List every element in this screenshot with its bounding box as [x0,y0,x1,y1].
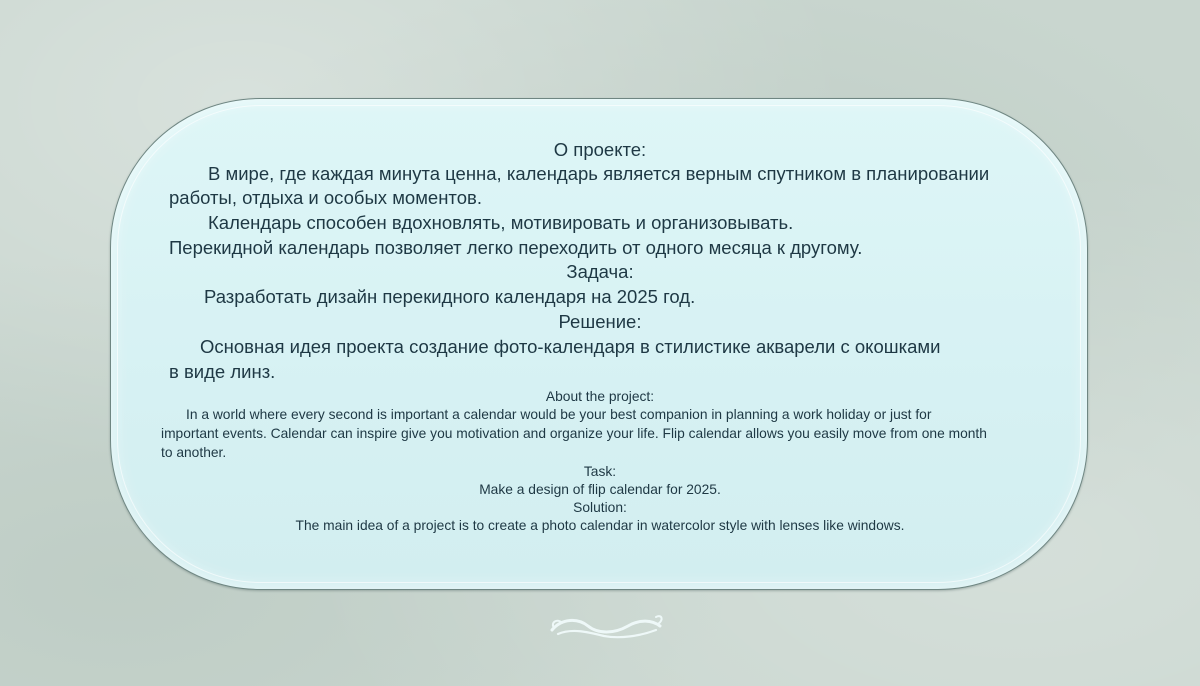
en-solution-heading: Solution: [573,500,627,515]
en-task-text: Make a design of flip calendar for 2025. [479,482,721,497]
en-solution-text: The main idea of a project is to create a photo calendar in watercolor style with lenses like windows. [295,518,905,533]
ru-about-paragraph-1-line-2: работы, отдыха и особых моментов. [169,187,482,208]
flourish-ornament-icon [548,608,664,642]
en-about-line-2: important events. Calendar can inspire give you motivation and organize your life. Flip calendar allows you easily move from one month [161,426,987,441]
en-task-heading: Task: [583,464,617,479]
en-about-heading: About the project: [545,389,655,404]
en-about-line-1: In a world where every second is important a calendar would be your best companion in planning a work holiday or just for [186,407,932,422]
ru-solution-line-2: в виде линз. [169,361,276,382]
ru-about-paragraph-2: Календарь способен вдохновлять, мотивировать и организовывать. [208,212,794,233]
ru-about-heading: О проекте: [553,139,647,160]
ru-about-paragraph-1-line-1: В мире, где каждая минута ценна, календарь является верным спутником в планировании [208,163,990,184]
ru-about-paragraph-3: Перекидной календарь позволяет легко переходить от одного месяца к другому. [169,237,863,258]
en-about-line-3: to another. [161,445,227,460]
ru-solution-heading: Решение: [558,311,642,332]
ru-task-heading: Задача: [566,261,634,282]
ru-solution-line-1: Основная идея проекта создание фото-календаря в стилистике акварели с окошками [200,336,941,357]
ru-task-text: Разработать дизайн перекидного календаря на 2025 год. [204,286,696,307]
